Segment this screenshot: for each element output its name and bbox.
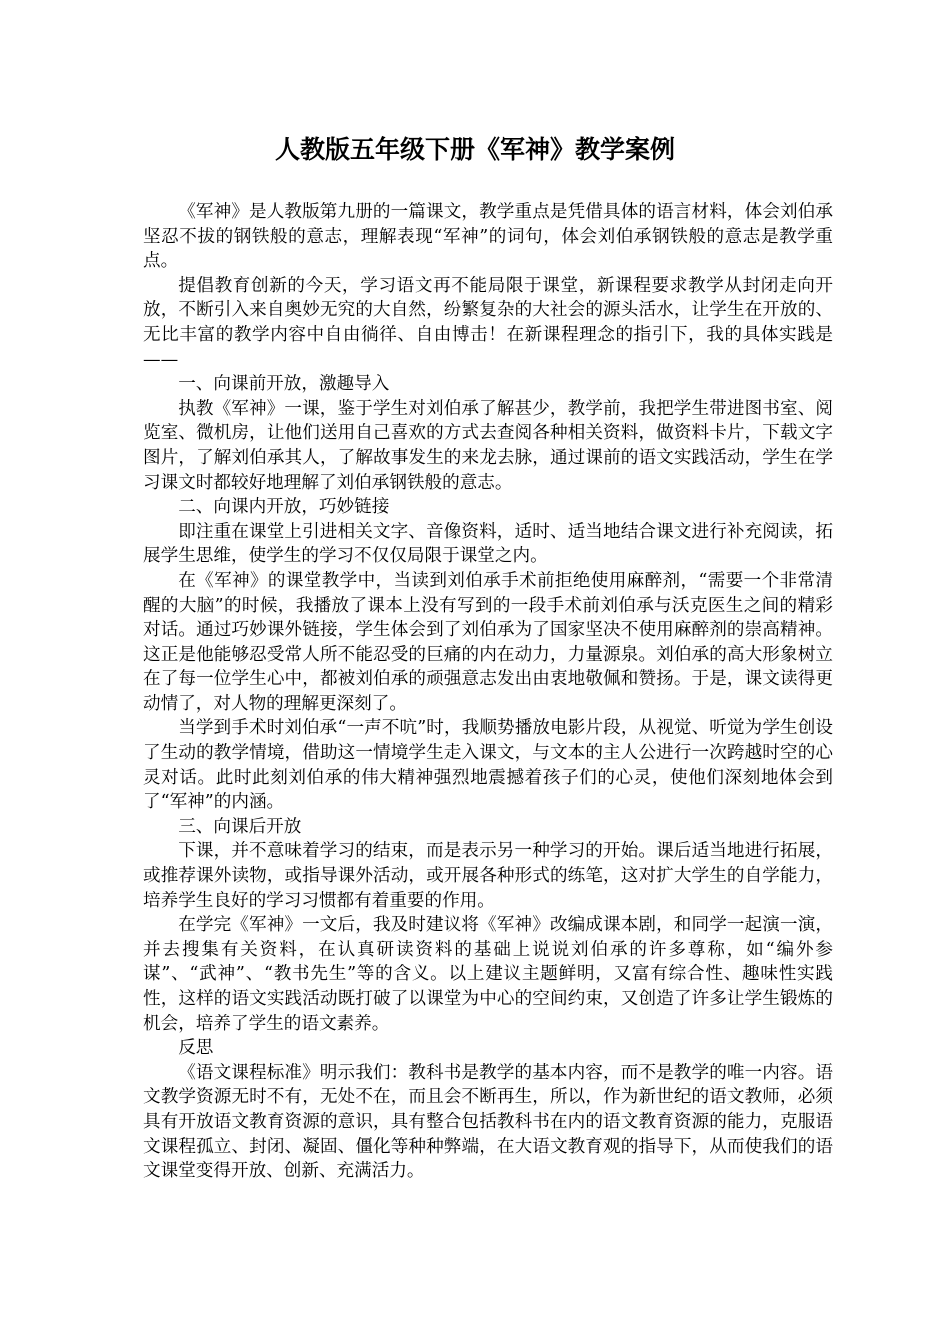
paragraph: 当学到手术时刘伯承“一声不吭”时，我顺势播放电影片段，从视觉、听觉为学生创设了生动的教学情境，借助这一情境学生走入课文，与文本的主人公进行一次跨越时空的心灵对话。此时此刻刘伯承的伟大精神强烈地震撼着孩子们的心灵，使他们深刻地体会到了“军神”的内涵。	[143, 718, 833, 813]
paragraph: 下课，并不意味着学习的结束，而是表示另一种学习的开始。课后适当地进行拓展，或推荐课外读物，或指导课外活动，或开展各种形式的练笔，这对扩大学生的自学能力，培养学生良好的学习习惯都有着重要的作用。	[143, 841, 833, 911]
paragraph-context: 提倡教育创新的今天，学习语文再不能局限于课堂，新课程要求教学从封闭走向开放，不断引入来自奥妙无究的大自然，纷繁复杂的大社会的源头活水，让学生在开放的、无比丰富的教学内容中自由徜徉、自由博击！在新课程理念的指引下，我的具体实践是——	[143, 275, 833, 370]
document-title: 人教版五年级下册《军神》教学案例	[274, 135, 675, 164]
section-heading-1: 一、向课前开放，激趣导入	[178, 374, 390, 395]
paragraph-intro: 《军神》是人教版第九册的一篇课文，教学重点是凭借具体的语言材料，体会刘伯承坚忍不拔的钢铁般的意志，理解表现“军神”的词句，体会刘伯承钢铁般的意志是教学重点。	[143, 202, 833, 272]
paragraph: 在学完《军神》一文后，我及时建议将《军神》改编成课本剧，和同学一起演一演，并去搜集有关资料，在认真研读资料的基础上说说刘伯承的许多尊称，如“编外参谋”、“武神”、“教书先生”等的含义。以上建议主题鲜明，又富有综合性、趣味性实践性，这样的语文实践活动既打破了以课堂为中心的空间约束，又创造了许多让学生锻炼的机会，培养了学生的语文素养。	[143, 915, 833, 1034]
paragraph: 执教《军神》一课，鉴于学生对刘伯承了解甚少，教学前，我把学生带进图书室、阅览室、微机房，让他们送用自己喜欢的方式去查阅各种相关资料，做资料卡片，下载文字图片，了解刘伯承其人，了解故事发生的来龙去脉，通过课前的语文实践活动，学生在学习课文时都较好地理解了刘伯承钢铁般的意志。	[143, 398, 833, 493]
paragraph-reflection: 《语文课程标准》明示我们：教科书是教学的基本内容，而不是教学的唯一内容。语文教学资源无时不有，无处不在，而且会不断再生，所以，作为新世纪的语文教师，必须具有开放语文教育资源的意识，具有整合包括教科书在内的语文教育资源的能力，克服语文课程孤立、封闭、凝固、僵化等种种弊端，在大语文教育观的指导下，从而使我们的语文课堂变得开放、创新、充满活力。	[143, 1062, 833, 1182]
section-heading-3: 三、向课后开放	[178, 816, 302, 837]
paragraph: 即注重在课堂上引进相关文字、音像资料，适时、适当地结合课文进行补充阅读，拓展学生思维，使学生的学习不仅仅局限于课堂之内。	[143, 521, 833, 567]
paragraph: 在《军神》的课堂教学中，当读到刘伯承手术前拒绝使用麻醉剂，“需要一个非常清醒的大脑”的时候，我播放了课本上没有写到的一段手术前刘伯承与沃克医生之间的精彩对话。通过巧妙课外链接，学生体会到了刘伯承为了国家坚决不使用麻醉剂的崇高精神。这正是他能够忍受常人所不能忍受的巨痛的内在动力，力量源泉。刘伯承的高大形象树立在了每一位学生心中，都被刘伯承的顽强意志发出由衷地敬佩和赞扬。于是，课文读得更动情了，对人物的理解更深刻了。	[143, 570, 833, 714]
section-heading-2: 二、向课内开放，巧妙链接	[178, 497, 390, 518]
document-body	[143, 200, 833, 1184]
section-heading-reflection: 反思	[178, 1038, 214, 1059]
